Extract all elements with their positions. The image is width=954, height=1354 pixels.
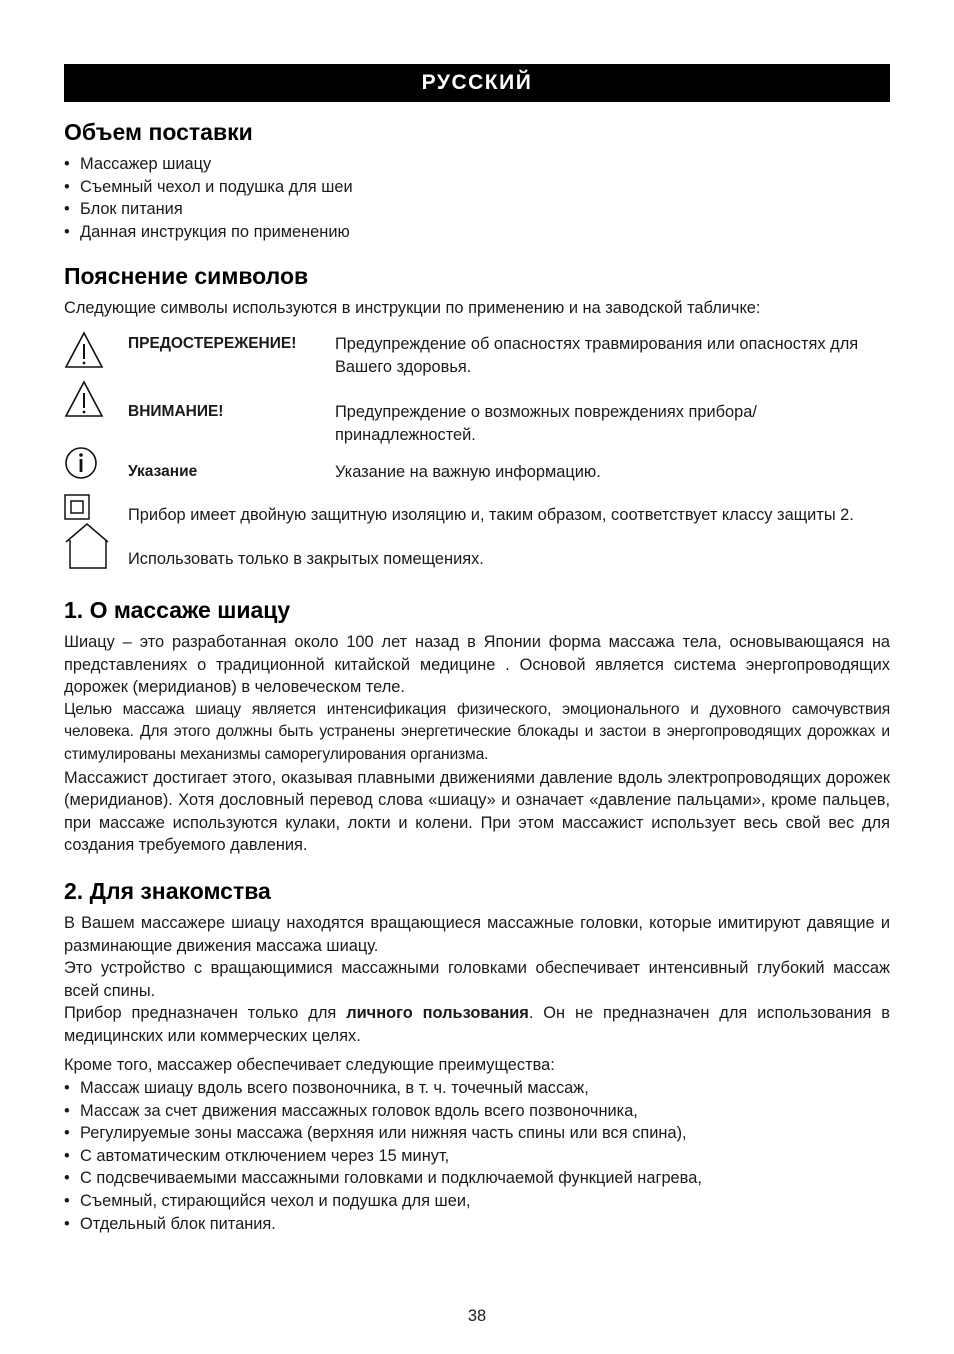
class2-description: Прибор имеет двойную защитную изоляцию и, таким образом, соответствует классу защиты 2.	[128, 506, 854, 524]
paragraph: Массажист достигает этого, оказывая плавными движениями давление вдоль электропроводящих дорожек (меридианов). Хотя дословный перевод слова «шиацу» и означает «давление пальцами», кроме пальцев, при массаже используются кулаки, локти и колени. При этом массажист использует весь свой вес для создания требуемого давления.	[64, 768, 890, 855]
caution-description: Предупреждение о возможных повреждениях прибора/ принадлежностей.	[335, 403, 757, 444]
list-item: • Отдельный блок питания.	[64, 1213, 702, 1236]
list-item: • Съемный чехол и подушка для шеи	[64, 176, 353, 199]
section1-body	[64, 631, 890, 857]
list-item: • Массажер шиацу	[64, 153, 353, 176]
warning-term: ПРЕДОСТЕРЕЖЕНИЕ!	[128, 335, 297, 352]
list-item: • Съемный, стирающийся чехол и подушка для шеи,	[64, 1190, 702, 1213]
paragraph: Шиацу – это разработанная около 100 лет назад в Японии форма массажа тела, основывающаяся на представлениях о традиционной китайской медицине . Основой является система энергопроводящих дорожек (меридианов) в человеческом теле.	[64, 633, 890, 697]
paragraph	[64, 1002, 890, 1047]
list-item: • С подсвечиваемыми массажными головками и подключаемой функцией нагрева,	[64, 1167, 702, 1190]
language-header: РУССКИЙ	[64, 64, 890, 102]
section2-title: 2. Для знакомства	[64, 878, 271, 904]
indoor-description: Использовать только в закрытых помещениях.	[128, 550, 484, 568]
list-item: • Регулируемые зоны массажа (верхняя или нижняя часть спины или вся спина),	[64, 1122, 702, 1145]
paragraph: Это устройство с вращающимися массажными головками обеспечивает интенсивный глубокий массаж всей спины.	[64, 959, 890, 1000]
delivery-list	[64, 153, 353, 243]
section1-title: 1. О массаже шиацу	[64, 597, 291, 623]
benefits-list	[64, 1077, 702, 1235]
info-icon	[64, 446, 98, 480]
indoor-house-icon	[64, 522, 110, 570]
benefits-intro: Кроме того, массажер обеспечивает следующие преимущества:	[64, 1056, 555, 1074]
symbols-title: Пояснение символов	[64, 263, 309, 289]
paragraph: В Вашем массажере шиацу находятся вращающиеся массажные головки, которые имитируют давящие и разминающие движения массажа шиацу.	[64, 914, 890, 955]
list-item: • Массаж за счет движения массажных головок вдоль всего позвоночника,	[64, 1100, 702, 1123]
warning-triangle-icon	[64, 331, 104, 369]
emphasis-personal-use: личного пользования	[346, 1004, 529, 1023]
delivery-title: Объем поставки	[64, 119, 253, 145]
paragraph: Целью массажа шиацу является интенсификация физического, эмоционального и духовного самочувствия человека. Для этого должны быть устранены энергетические блокады и застои в энергопроводящих дорожках и стимулированы механизмы саморегулирования организма.	[64, 700, 890, 763]
caution-triangle-icon	[64, 380, 104, 418]
section2-body	[64, 912, 890, 1048]
class2-insulation-icon	[64, 494, 90, 520]
info-term: Указание	[128, 463, 198, 480]
list-item: • Блок питания	[64, 198, 353, 221]
symbols-intro: Следующие символы используются в инструкции по применению и на заводской табличке:	[64, 299, 761, 317]
info-description: Указание на важную информацию.	[335, 463, 601, 481]
list-item: • Массаж шиацу вдоль всего позвоночника, в т. ч. точечный массаж,	[64, 1077, 702, 1100]
text-span: Прибор предназначен только для	[64, 1004, 347, 1023]
list-item: • С автоматическим отключением через 15 минут,	[64, 1145, 702, 1168]
list-item: • Данная инструкция по применению	[64, 221, 353, 244]
warning-description: Предупреждение об опасностях травмирования или опасностях для Вашего здоровья.	[335, 335, 859, 376]
page-number: 38	[467, 1307, 487, 1325]
caution-term: ВНИМАНИЕ!	[128, 403, 224, 420]
text-span: . Он не предназначен для использования в медицинских или коммерческих целях.	[64, 1004, 890, 1045]
